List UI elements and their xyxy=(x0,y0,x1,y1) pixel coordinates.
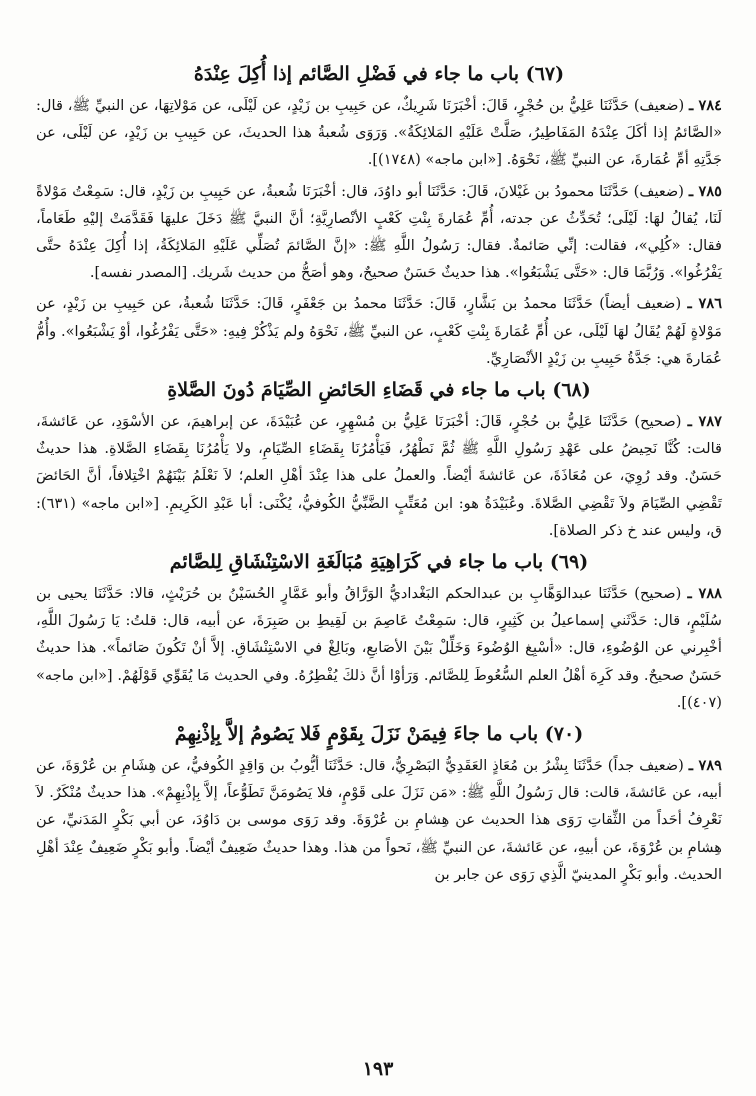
hadith-text: حَدَّثَنَا بِشْرُ بن مُعَاذٍ العَقَدِيُّ البَصْرِيُّ، قال: حَدَّثَنَا أيُّوبُ بن وَاقِدٍ الكُوفيُّ، عن هِشَامِ بن عُرْوَةَ، عن أبيه، عن عَائشةَ، قالت: قال رَسُولُ اللَّهِ ﷺ: «مَن نَزَلَ على قَوْمٍ، فلا يَصُومَنَّ تَطَوُّعاً، إلاَّ بِإذْنِهِمْ». هذا حديثٌ مُنْكَرٌ. لاَ نَعْرِفُ أحَداً من الثِّقاتِ رَوَى هذا الحديث عن هِشامِ بن عُرْوَةَ. وقد رَوَى موسى بن دَاوُدَ، عن أبي بَكْرٍ المَدَنيِّ، عن هِشامِ بن عُرْوَةَ، عن أبيهِ، عن عَائشةَ، عن النبيِّ ﷺ، نَحواً من هذا. وهذا حديثٌ ضَعِيفٌ أيْضاً. وأبو بَكْرٍ ضَعِيفٌ عِنْدَ أهْلِ الحديث. وأبو بَكْرٍ المدينيّ الَّذِي رَوَى عن جابر بن xyxy=(36,757,722,883)
chapter-heading: (٧٠) باب ما جاءَ فِيمَنْ نَزَلَ بِقَوْمٍ فَلا يَصُومُ إلاَّ بِإذْنِهِمْ xyxy=(174,723,584,746)
chapter-heading: (٦٩) باب ما جاء في كَرَاهِيَةِ مُبَالَغَةِ الاسْتِنْشَاقِ لِلصَّائم xyxy=(169,551,589,574)
hadith-paragraph xyxy=(36,580,722,716)
chapter-heading: (٦٧) باب ما جاء في فَضْلِ الصَّائم إذا أُكِلَ عِنْدَهُ xyxy=(193,63,565,85)
hadith-paragraph xyxy=(36,92,722,174)
hadith-paragraph xyxy=(36,290,722,372)
hadith-number: ٧٨٦ ـ xyxy=(687,295,723,313)
hadith-number: ٧٨٨ ـ xyxy=(687,585,723,603)
hadith-grade: (صحيح) xyxy=(634,413,682,431)
hadith-grade: (ضعيف) xyxy=(633,97,685,114)
hadith-paragraph xyxy=(36,752,722,888)
hadith-text: حَدَّثَنَا عبدالوَهَّابِ بن عبدالحكم البَغْداديُّ الوَرَّاقُ وأبو عَمَّارٍ الحُسَيْنُ بن حُرَيْثٍ، قالا: حَدَّثَنَا يحيى بن سُلَيْمٍ، قال: حَدَّثَني إسماعيلُ بن كَثِيرٍ، قال: سَمِعْتُ عَاصِمَ بن لَقِيطِ بن صَبِرَةَ، عن أبيه، قال: قلتُ: يَا رَسُولَ اللَّهِ، أخْبِرني عن الوُضُوءِ، قال: «أسْبِغ الوُضُوءَ وَخَلِّلْ بَيْنَ الأصَابعِ، وبَالِغْ في الاسْتِنْشَاقِ. إلاَّ أنْ تَكُونَ صَائماً». هذا حديثٌ حَسَنٌ صحيحٌ. وقد كَرِهَ أهْلُ العلم السُّعُوطَ لِلصَّائم. وَرَأوْا أنَّ ذلكَ يُفْطِرُهُ. وفي الحديث مَا يُقَوِّي قَوْلَهُمْ. [«ابن ماجه» (٤٠٧)]. xyxy=(36,585,722,711)
hadith-paragraph xyxy=(36,178,722,287)
hadith-grade: (ضعيف أيضاً) xyxy=(599,295,682,313)
hadith-text: حَدَّثَنَا محمودُ بن غَيْلانَ، قَالَ: حَدَّثَنَا أبو داوُدَ، قال: أخْبَرَنَا شُعبةُ، عن حَبِيبِ بن زَيْدٍ، قال: سَمِعْتُ مَوْلاةً لَنَا، يُقالُ لهَا: لَيْلَى؛ تُحَدِّثُ عن جدته، أُمِّ عُمَارةَ بِنْتِ كَعْبٍ الأنْصارِيَّةِ؛ أنَّ النبيَّ ﷺ دَخَلَ عليهَا فَقَدَّمَتْ إليْهِ طَعَاماً، فقال: «كُلِي»، فقالت: إنِّي صَائمةٌ. فقال: رَسُولُ اللَّهِ ﷺ: «إنَّ الصَّائمَ تُصَلِّي عَلَيْهِ المَلائِكَةُ، إذا أُكِلَ عِنْدَهُ حتَّى يَفْرُغُوا». وَرُبَّمَا قال: «حَتَّى يَشْبَعُوا». هذا حديثٌ حَسَنٌ صحيحٌ، وهو أصَحُّ من حديث شَريك. [المصدر نفسه]. xyxy=(36,182,722,282)
hadith-text: حَدَّثَنَا محمدُ بن بَشَّارٍ، قَالَ: حَدَّثَنَا محمدُ بن جَعْفَرٍ، قَالَ: حَدَّثَنَا شُعبةُ، عن حَبِيبِ بن زَيْدٍ، عن مَوْلاةٍ لَهُمْ يُقَالُ لهَا لَيْلَى، عن أُمِّ عُمَارةَ بِنْتِ كَعْبٍ، عن النبيِّ ﷺ، نَحْوَهُ ولم يَذْكُرْ فِيهِ: «حَتَّى يَفْرُغُوا، أوْ يَشْبَعُوا». وأُمُّ عُمَارةَ هي: جَدَّةُ حَبِيبِ بن زَيْدٍ الأنْصَارِيِّ. xyxy=(36,295,722,367)
hadith-grade: (ضعيف جداً) xyxy=(607,757,684,775)
hadith-number: ٧٨٩ ـ xyxy=(688,757,722,775)
hadith-text: حَدَّثَنَا عَلِيُّ بن حُجْرٍ، قَالَ: أخْبَرَنَا شَرِيكٌ، عن حَبِيبِ بن زَيْدٍ، عن لَيْلَى، عن مَوْلاتِهَا، عن النبيِّ ﷺ، قال: «الصَّائمُ إذا أكَلَ عِنْدَهُ المَفَاطِيرُ، صَلَّتْ عَلَيْهِ المَلائِكَةُ». وَرَوَى شُعبةُ هذا الحديثَ، عن حَبِيبِ بن زَيْدٍ، عن لَيْلَى، عن جَدَّتِهِ أمِّ عُمَارةَ، عن النبيِّ ﷺ، نَحْوَهُ. [«ابن ماجه» (١٧٤٨)]. xyxy=(36,97,722,169)
hadith-number: ٧٨٧ ـ xyxy=(687,413,723,431)
chapter-heading: (٦٨) باب ما جاء في قَضَاءِ الحَائضِ الصِّيَامَ دُونَ الصَّلاةِ xyxy=(167,379,591,402)
hadith-paragraph xyxy=(36,408,722,544)
hadith-grade: (ضعيف) xyxy=(633,182,684,200)
hadith-number: ٧٨٥ ـ xyxy=(688,182,723,200)
hadith-text: حَدَّثَنَا عَلِيُّ بن حُجْرٍ، قَالَ: أخْبَرَنَا عَلِيُّ بن مُسْهِرٍ، عن عُبَيْدَةَ، عن إبراهيمَ، عن الأسْوَدِ، عن عَائشةَ، قالت: كُنَّا نَحِيضُ على عَهْدِ رَسُولِ اللَّهِ ﷺ ثُمَّ نَطْهُرُ، فَيَأْمُرُنَا بِقَضَاءِ الصِّيَامِ، ولا يَأْمُرُنَا بِقَضَاءِ الصَّلاةِ. هذا حديثٌ حَسَنٌ. وقد رُوِيَ، عن مُعَاذَةَ، عن عَائشةَ أيْضاً. والعملُ على هذا عِنْدَ أهْلِ العلم؛ لاَ نَعْلَمُ بَيْنَهُمْ اخْتِلافاً، أنَّ الحَائضَ تَقْضِي الصِّيَامَ ولاَ تَقْضِي الصَّلاةَ. وعُبَيْدَةُ هو: ابن مُعَتِّبٍ الضَّبِّيُّ الكُوفيُّ، يُكْنَى: أبا عَبْدِ الكَرِيمِ. [«ابن ماجه» (٦٣١): ق، وليس عند خ ذكر الصلاة]. xyxy=(36,413,723,539)
page-number: ١٩٣ xyxy=(362,1058,394,1080)
hadith-grade: (صحيح) xyxy=(634,585,682,603)
hadith-number: ٧٨٤ ـ xyxy=(688,97,722,114)
